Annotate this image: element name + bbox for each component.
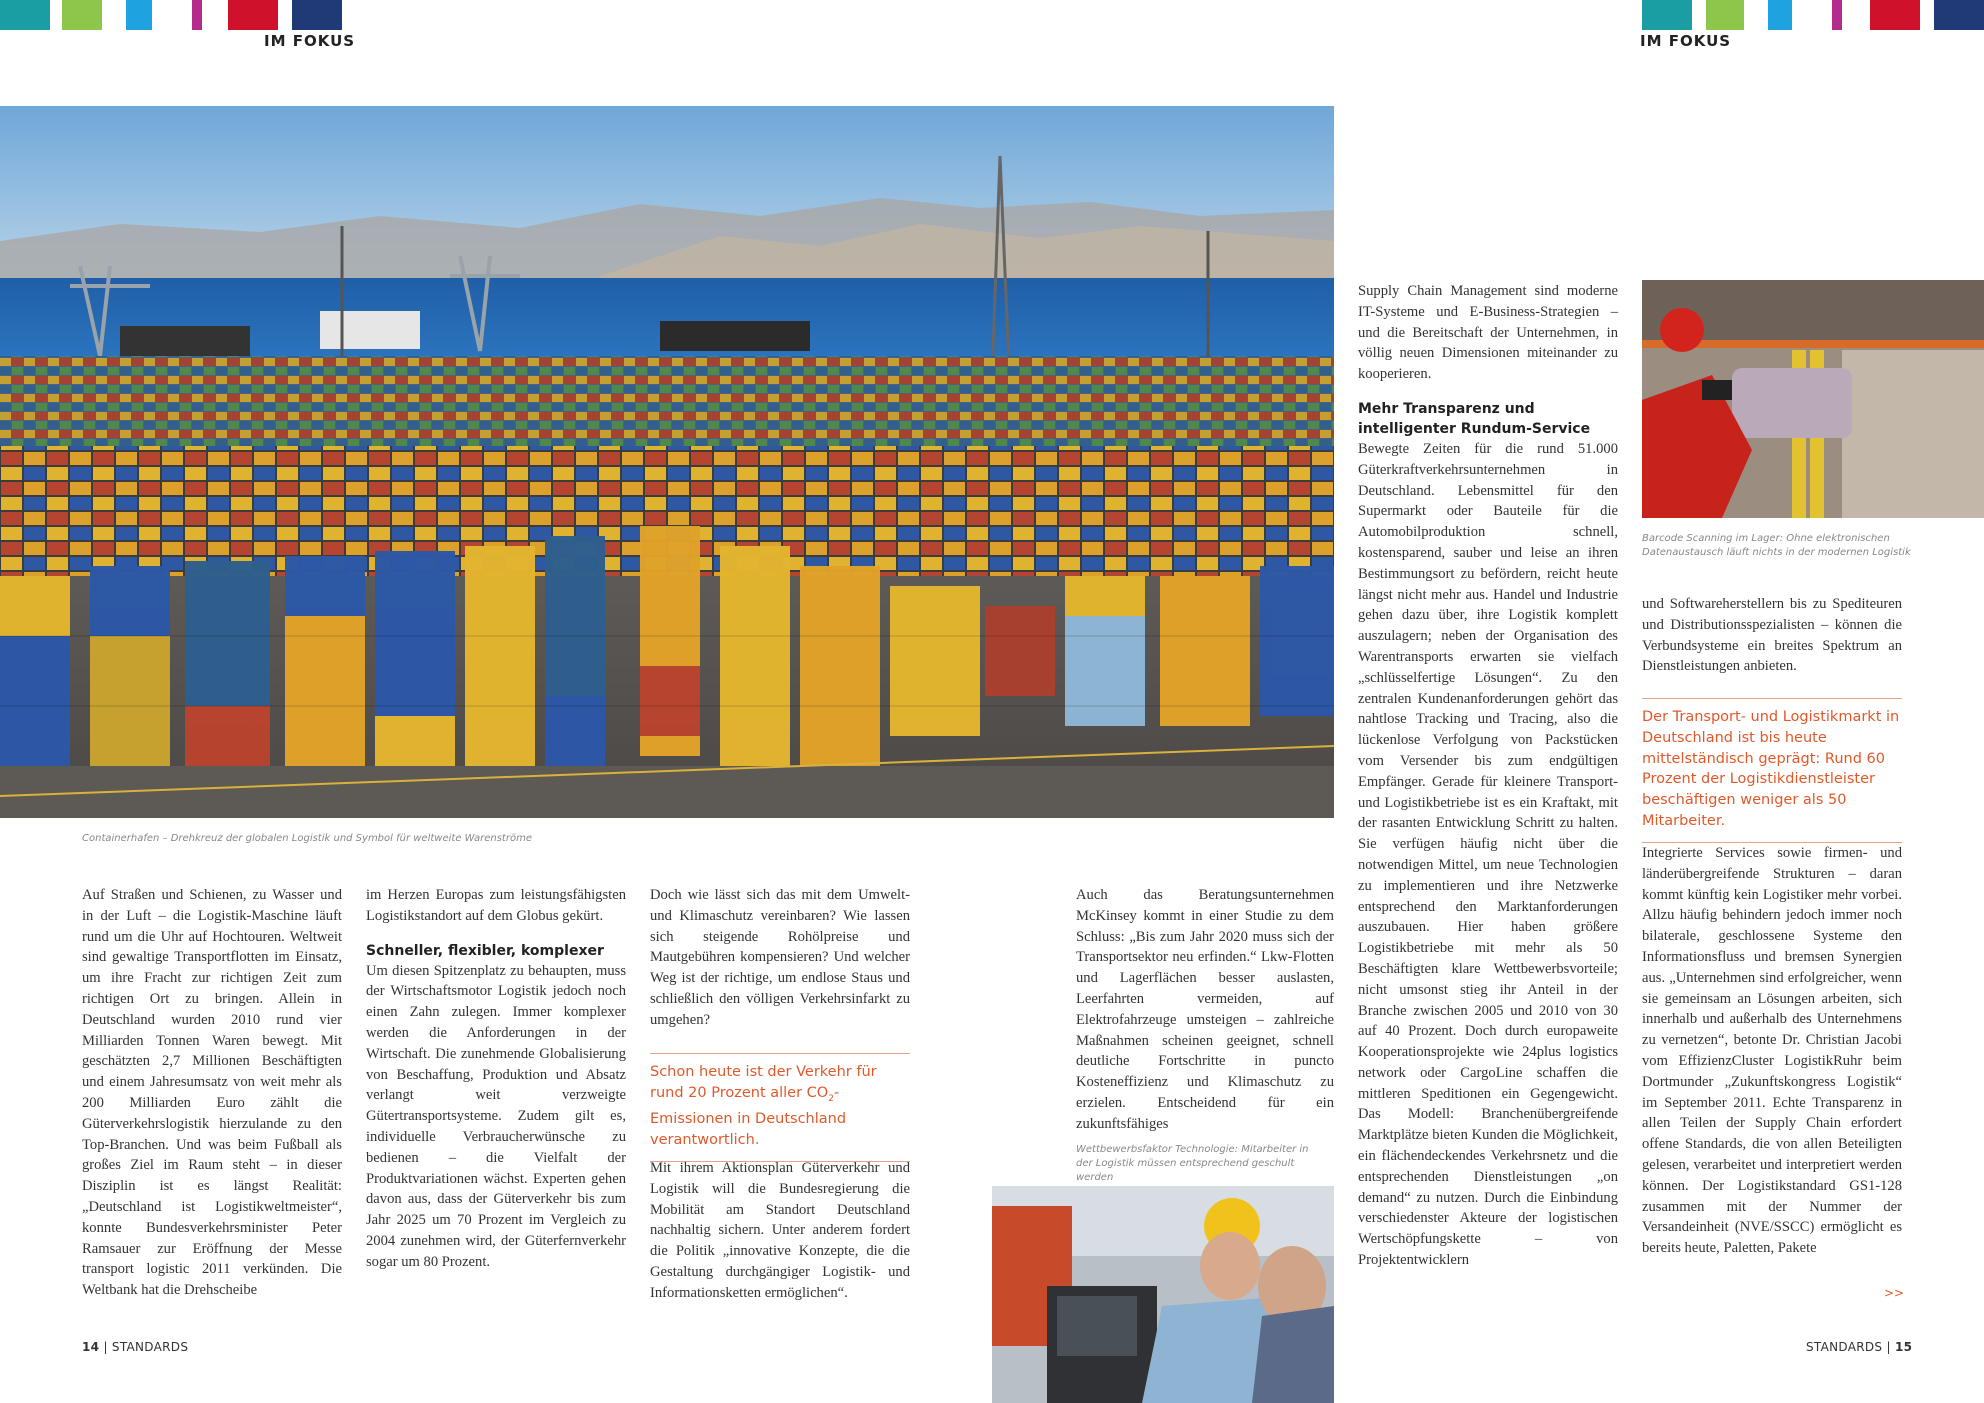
right-column-3-body — [1642, 843, 1902, 1259]
kicker-left: IM FOKUS — [264, 32, 356, 50]
col3-intro: Doch wie lässt sich das mit dem Umwelt- und Klimaschutz vereinbaren? Wie lassen sich steigende Rohölpreise und Mautgebühren kompensieren? Und welcher Weg ist der richtige, um endlose Staus und schließlich den völligen Verkehrsinfarkt zu umgehen? — [650, 887, 910, 1028]
right-column-2 — [1358, 281, 1618, 1271]
footer-right — [1806, 1340, 1912, 1354]
color-bar-navy — [292, 0, 342, 30]
left-column-2 — [366, 885, 626, 1273]
color-bar-teal-right — [1642, 0, 1692, 30]
footer-label-left: STANDARDS — [111, 1340, 189, 1354]
page-number-right: 15 — [1894, 1340, 1913, 1354]
kicker-right: IM FOKUS — [1640, 32, 1732, 50]
color-bar-green — [62, 0, 102, 30]
workers-photo-caption: Wettbewerbsfaktor Technologie: Mitarbeiter in der Logistik müssen entsprechend geschult werden — [1076, 1144, 1309, 1183]
color-bar-magenta — [192, 0, 202, 30]
color-bar-cyan-right — [1768, 0, 1792, 30]
col4-text: Auch das Beratungsunternehmen McKinsey kommt in einer Studie zu dem Schluss: „Bis zum Jahr 2020 muss sich der Transportsektor neu erfinden.“ Lkw-Flotten und Lagerflächen besser auslasten, Leerfahrten vermeiden, auf Elektrofahrzeuge umsteigen – zahlreiche Maßnahmen scheinen geeignet, schnell deutliche Fortschritte in puncto Kosteneffizienz und Klimaschutz zu erzielen. Entscheidend für ein zukunftsfähiges — [1076, 887, 1334, 1132]
right-column-3 — [1642, 594, 1902, 677]
color-bar-magenta-right — [1832, 0, 1842, 30]
col6-body: Integrierte Services sowie firmen- und länderübergreifende Strukturen – daran kommt künftig kein Logistiker mehr vorbei. Allzu häufig behindern jedoch immer noch bilaterale, geschlossene Systeme den Informationsfluss und bremsen Synergien aus. „Unternehmen sind erfolgreicher, wenn sie gemeinsam an Lösungen arbeiten, sich innerhalb und außerhalb des Unternehmens zu vernetzen“, betonte Dr. Christian Jacobi vom EffizienzCluster LogistikRuhr beim Dortmunder „Zukunftskongress Logistik“ im September 2011. Echte Transparenz in allen Teilen der Supply Chain erfordert offene Standards, die von allen Beteiligten gelesen, verarbeitet und interpretiert werden können. Der Logistikstandard GS1-128 zusammen mit der Nummer der Versandeinheit (NVE/SSCC) ermöglicht es bereits heute, Paletten, Pakete — [1642, 845, 1902, 1257]
color-bar-teal — [0, 0, 50, 30]
right-column-1 — [1076, 885, 1334, 1135]
left-column-3 — [650, 885, 910, 1031]
left-quote-text-pre: Schon heute ist der Verkehr für rund 20 Prozent aller CO — [650, 1064, 877, 1101]
left-quote-text-post: -Emissionen in Deutschland verantwortlich. — [650, 1084, 847, 1149]
footer-label-right: STANDARDS — [1806, 1340, 1883, 1354]
color-bar-red-right — [1870, 0, 1920, 30]
color-bar-navy-right — [1934, 0, 1984, 30]
warehouse-barcode-photo — [1642, 280, 1984, 518]
col6-intro: und Softwareherstellern bis zu Spediteuren und Distributionsspezialisten – können die Verbundsysteme ein breites Spektrum an Dienstleistungen anbieten. — [1642, 596, 1902, 675]
left-column-3-body — [650, 1158, 910, 1304]
col5-heading: Mehr Transparenz und intelligenter Rundum-Service — [1358, 400, 1591, 437]
col5-body: Bewegte Zeiten für die rund 51.000 Güterkraftverkehrsunternehmen in Deutschland. Lebensmittel für den Supermarkt oder Bauteile für die Automobilproduktion schnell, kostensparend, sauber und leise an ihren Bestimmungsort zu befördern, reicht heute längst nicht mehr aus. Handel und Industrie gehen dazu über, ihre Logistik komplett auszulagern; neben der Organisation des Warentransports erwarten sie vielfach „schlüsselfertige Lösungen“. Zu den zentralen Kundenanforderungen gehört das nahtlose Tracking und Tracing, also die lückenlose Verfolgung von Packstücken vom Versender bis zum endgültigen Empfänger. Gerade für kleinere Transport- und Logistikbetriebe ist es ein Kraftakt, mit der rasanten Entwicklung Schritt zu halten. Sie verfügen häufig nicht über die notwendigen Mittel, um neue Technologien zu implementieren und ihre Netzwerke entsprechend den Marktanforderungen auszubauen. Hier haben größere Logistikbetriebe mit mehr als 50 Beschäftigten klare Wettbewerbsvorteile; nicht umsonst stieg ihr Anteil in der Branche zwischen 2005 und 2010 von 30 auf 40 Prozent. Doch durch europaweite Kooperationsprojekte wie 24plus logistics network oder CargoLine schaffen die mittleren Speditionen ein Gegengewicht. Das Modell: Branchenübergreifende Marktplätze bieten Kunden die Möglichkeit, ein flächendeckendes Verkehrsnetz und die entsprechenden Dienstleistungen „on demand“ zu nutzen. Durch die Einbindung verschiedenster Akteure der logistischen Wertschöpfungskette – von Projektentwicklern — [1358, 440, 1618, 1269]
footer-sep-left: | — [103, 1340, 108, 1354]
workers-technology-photo — [992, 1186, 1334, 1403]
color-bar-green-right — [1706, 0, 1744, 30]
footer-sep-right: | — [1886, 1340, 1891, 1354]
left-quote-sub: 2 — [828, 1093, 834, 1104]
left-column-1 — [82, 885, 342, 1301]
col3-body: Mit ihrem Aktionsplan Güterverkehr und Logistik will die Bundesregierung die Mobilität am Standort Deutschland nachhaltig sichern. Unter anderem fordert die Politik „innovative Konzepte, die die Gestaltung durchgängiger Logistik- und Informationsketten ermöglichen“. — [650, 1160, 910, 1301]
footer-left — [82, 1340, 188, 1354]
left-pull-quote — [650, 1053, 910, 1162]
right-pull-quote: Der Transport- und Logistikmarkt in Deutschland ist bis heute mittelständisch geprägt: Rund 60 Prozent der Logistikdienstleister beschäftigen weniger als 50 Mitarbeiter. — [1642, 698, 1902, 843]
col1-text: Auf Straßen und Schienen, zu Wasser und in der Luft – die Logistik-Maschine läuft rund um die Uhr auf Hochtouren. Weltweit sind gewaltige Transportflotten im Einsatz, um ihre Fracht zur richtigen Zeit zum richtigen Ort zu bringen. Allein in Deutschland wurden 2010 rund vier Milliarden Tonnen Waren bewegt. Mit geschätzten 2,7 Millionen Beschäftigten und einem Jahresumsatz von weit mehr als 200 Milliarden Euro zählt die Güterverkehrslogistik hierzulande zu den Top-Branchen. Und was beim Fußball als großes Ziel im Raum steht – in dieser Disziplin ist es längst Realität: „Deutschland ist Logistikweltmeister“, konnte Bundesverkehrsminister Peter Ramsauer zur Eröffnung der Messe transport logistic 2011 verkünden. Die Weltbank hat die Drehscheibe — [82, 887, 342, 1299]
container-port-photo — [0, 106, 1334, 818]
col2-heading: Schneller, flexibler, komplexer — [366, 942, 604, 959]
col2-body: Um diesen Spitzenplatz zu behaupten, muss der Wirtschaftsmotor Logistik jedoch noch einen Zahn zulegen. Immer komplexer werden die Anforderungen in der Wirtschaft. Die zunehmende Globalisierung von Beschaffung, Produktion und Absatz verlangt weit verzweigte Gütertransportsysteme. Zudem gilt es, individuelle Verbraucherwünsche zu bedienen – die Vielfalt der Produktvariationen wächst. Experten gehen davon aus, dass der Güterverkehr bis zum Jahr 2025 um 70 Prozent im Vergleich zu 2004 zunehmen wird, der Güterfernverkehr sogar um 80 Prozent. — [366, 962, 626, 1270]
warehouse-photo-caption: Barcode Scanning im Lager: Ohne elektronischen Datenaustausch läuft nichts in der modernen Logistik — [1642, 533, 1911, 558]
page-number-left: 14 — [82, 1340, 100, 1354]
col2-intro: im Herzen Europas zum leistungsfähigsten Logistikstandort auf dem Globus gekürt. — [366, 887, 626, 924]
col5-intro: Supply Chain Management sind moderne IT-Systeme und E-Business-Strategien – und die Bereitschaft der Unternehmen, in völlig neuen Dimensionen miteinander zu kooperieren. — [1358, 283, 1618, 383]
color-bar-red — [228, 0, 278, 30]
continue-arrow[interactable]: >> — [1884, 1286, 1905, 1300]
color-bar-cyan — [126, 0, 152, 30]
main-photo-caption: Containerhafen – Drehkreuz der globalen Logistik und Symbol für weltweite Warenströme — [82, 833, 532, 844]
